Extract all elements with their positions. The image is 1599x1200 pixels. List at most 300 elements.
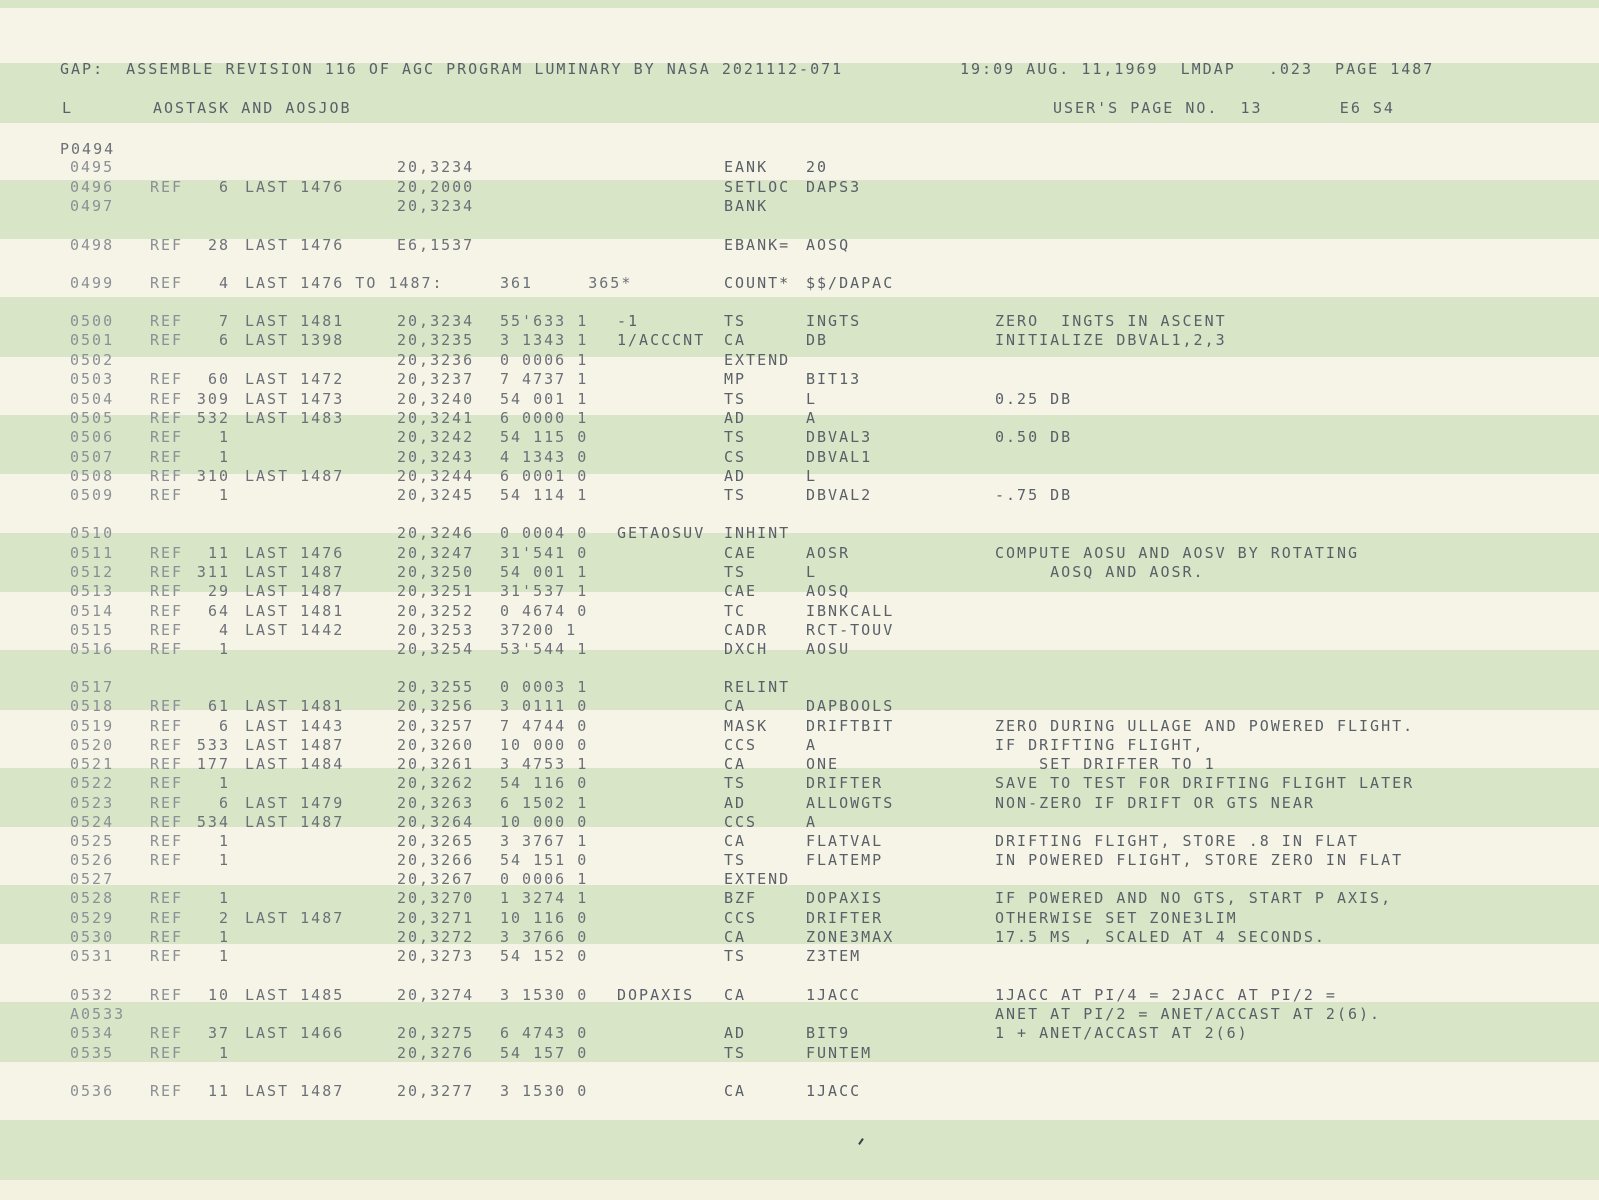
operand: $$/DAPAC xyxy=(806,274,895,292)
ref-count: 29 xyxy=(207,582,230,600)
operand: 20 xyxy=(806,158,829,176)
octal-code: 54 115 0 xyxy=(500,428,589,446)
line-number: 0524 xyxy=(70,813,115,831)
operand: L xyxy=(806,563,818,581)
line-number: 0514 xyxy=(70,602,115,620)
address: 20,3245 xyxy=(397,486,475,504)
comment: ANET AT PI/2 = ANET/ACCAST AT 2(6). xyxy=(995,1005,1382,1023)
ref-count: 11 xyxy=(207,1082,230,1100)
line-number: 0534 xyxy=(70,1024,115,1042)
operand: DRIFTER xyxy=(806,774,884,792)
paper-top-band xyxy=(0,0,1599,8)
operand: IBNKCALL xyxy=(806,602,895,620)
ref-count: 533 xyxy=(196,736,230,754)
address: 20,3275 xyxy=(397,1024,475,1042)
octal-code: 3 4753 1 xyxy=(500,755,589,773)
line-number: 0508 xyxy=(70,467,115,485)
comment: 1JACC AT PI/4 = 2JACC AT PI/2 = xyxy=(995,986,1337,1004)
address: 20,3263 xyxy=(397,794,475,812)
ref-count: 1 xyxy=(218,832,230,850)
ref-tag: REF xyxy=(150,909,184,927)
opcode: TS xyxy=(724,563,747,581)
ref-tag: REF xyxy=(150,274,184,292)
opcode: TS xyxy=(724,1044,747,1062)
opcode: TS xyxy=(724,428,747,446)
operand: 1JACC xyxy=(806,986,862,1004)
ref-tag: REF xyxy=(150,390,184,408)
line-number: 0513 xyxy=(70,582,115,600)
address: 20,3256 xyxy=(397,697,475,715)
line-number: 0531 xyxy=(70,947,115,965)
comment: NON-ZERO IF DRIFT OR GTS NEAR xyxy=(995,794,1315,812)
ref-count: 1 xyxy=(218,947,230,965)
comment: INITIALIZE DBVAL1,2,3 xyxy=(995,331,1227,349)
line-number: 0503 xyxy=(70,370,115,388)
last-ref: LAST 1476 xyxy=(245,544,345,562)
ref-tag: REF xyxy=(150,928,184,946)
operand: A xyxy=(806,736,818,754)
page-label: P0494 xyxy=(60,140,116,158)
ref-count: 61 xyxy=(207,697,230,715)
line-number: 0515 xyxy=(70,621,115,639)
operand: A xyxy=(806,813,818,831)
address: 20,3236 xyxy=(397,351,475,369)
last-ref: LAST 1473 xyxy=(245,390,345,408)
ref-tag: REF xyxy=(150,851,184,869)
ref-tag: REF xyxy=(150,370,184,388)
operand: AOSU xyxy=(806,640,851,658)
opcode: CA xyxy=(724,755,747,773)
last-ref: LAST 1483 xyxy=(245,409,345,427)
operand: BIT9 xyxy=(806,1024,851,1042)
address: 20,3234 xyxy=(397,158,475,176)
ref-count: 2 xyxy=(218,909,230,927)
line-number: 0526 xyxy=(70,851,115,869)
opcode: CAE xyxy=(724,582,758,600)
ref-tag: REF xyxy=(150,813,184,831)
octal-code: 31'541 0 xyxy=(500,544,589,562)
opcode: AD xyxy=(724,1024,747,1042)
octal-code: 54 157 0 xyxy=(500,1044,589,1062)
operand: INGTS xyxy=(806,312,862,330)
last-ref: LAST 1481 xyxy=(245,697,345,715)
octal-code: 54 001 1 xyxy=(500,563,589,581)
ref-count: 64 xyxy=(207,602,230,620)
ref-tag: REF xyxy=(150,1024,184,1042)
address: 20,3253 xyxy=(397,621,475,639)
octal-code: 3 3767 1 xyxy=(500,832,589,850)
address: 20,3252 xyxy=(397,602,475,620)
ref-count: 311 xyxy=(196,563,230,581)
octal-code: 10 000 0 xyxy=(500,813,589,831)
operand: DB xyxy=(806,331,829,349)
opcode: CA xyxy=(724,832,747,850)
line-number: 0499 xyxy=(70,274,115,292)
ref-tag: REF xyxy=(150,312,184,330)
line-number: 0504 xyxy=(70,390,115,408)
ref-tag: REF xyxy=(150,794,184,812)
last-ref: LAST 1487 xyxy=(245,1082,345,1100)
octal-code: 1 3274 1 xyxy=(500,889,589,907)
ref-tag: REF xyxy=(150,755,184,773)
octal-code: 37200 1 xyxy=(500,621,578,639)
operand: DBVAL2 xyxy=(806,486,873,504)
address: 20,3257 xyxy=(397,717,475,735)
octal-code: 7 4744 0 xyxy=(500,717,589,735)
address: 20,3266 xyxy=(397,851,475,869)
opcode: MP xyxy=(724,370,747,388)
ref-count: 4 xyxy=(218,621,230,639)
address: 20,3270 xyxy=(397,889,475,907)
octal-code: 53'544 1 xyxy=(500,640,589,658)
line-number: 0496 xyxy=(70,178,115,196)
ref-tag: REF xyxy=(150,889,184,907)
opcode: AD xyxy=(724,409,747,427)
comment: COMPUTE AOSU AND AOSV BY ROTATING xyxy=(995,544,1360,562)
opcode: TC xyxy=(724,602,747,620)
ref-tag: REF xyxy=(150,467,184,485)
operand: DBVAL3 xyxy=(806,428,873,446)
address: 20,3241 xyxy=(397,409,475,427)
operand: FLATVAL xyxy=(806,832,884,850)
opcode: CAE xyxy=(724,544,758,562)
line-number: 0532 xyxy=(70,986,115,1004)
address: 20,3250 xyxy=(397,563,475,581)
ref-count: 1 xyxy=(218,448,230,466)
operand: AOSQ xyxy=(806,236,851,254)
ref-tag: REF xyxy=(150,1082,184,1100)
address: 20,3243 xyxy=(397,448,475,466)
operand: 1JACC xyxy=(806,1082,862,1100)
ref-count: 310 xyxy=(196,467,230,485)
line-number: 0520 xyxy=(70,736,115,754)
address: 20,3260 xyxy=(397,736,475,754)
octal-code: 31'537 1 xyxy=(500,582,589,600)
octal-code: 0 4674 0 xyxy=(500,602,589,620)
ref-tag: REF xyxy=(150,178,184,196)
opcode: CCS xyxy=(724,813,758,831)
paper-bottom-edge xyxy=(0,1180,1599,1200)
address: 20,3240 xyxy=(397,390,475,408)
line-number: 0507 xyxy=(70,448,115,466)
ref-count: 10 xyxy=(207,986,230,1004)
opcode: MASK xyxy=(724,717,769,735)
address: 20,3271 xyxy=(397,909,475,927)
ref-tag: REF xyxy=(150,236,184,254)
opcode: CCS xyxy=(724,736,758,754)
operand: RCT-TOUV xyxy=(806,621,895,639)
ref-count: 1 xyxy=(218,428,230,446)
line-number: 0500 xyxy=(70,312,115,330)
address: 20,3234 xyxy=(397,197,475,215)
opcode: TS xyxy=(724,774,747,792)
octal-code: 54 114 1 xyxy=(500,486,589,504)
operand: L xyxy=(806,390,818,408)
address: 20,3267 xyxy=(397,870,475,888)
opcode: CS xyxy=(724,448,747,466)
octal-code: 7 4737 1 xyxy=(500,370,589,388)
comment: -.75 DB xyxy=(995,486,1073,504)
octal-code: 54 151 0 xyxy=(500,851,589,869)
last-ref: LAST 1485 xyxy=(245,986,345,1004)
opcode: CA xyxy=(724,928,747,946)
address: 20,3247 xyxy=(397,544,475,562)
opcode: RELINT xyxy=(724,678,791,696)
opcode: TS xyxy=(724,390,747,408)
green-bar xyxy=(0,415,1599,474)
ref-tag: REF xyxy=(150,544,184,562)
section-title: AOSTASK AND AOSJOB xyxy=(153,99,352,117)
line-number: 0523 xyxy=(70,794,115,812)
ref-count: 6 xyxy=(218,331,230,349)
ref-tag: REF xyxy=(150,832,184,850)
ref-tag: REF xyxy=(150,428,184,446)
comment: 1 + ANET/ACCAST AT 2(6) xyxy=(995,1024,1249,1042)
ref-count: 532 xyxy=(196,409,230,427)
user-page-number: USER'S PAGE NO. 13 E6 S4 xyxy=(1053,99,1395,117)
operand: ALLOWGTS xyxy=(806,794,895,812)
last-ref: LAST 1443 xyxy=(245,717,345,735)
ref-count: 7 xyxy=(218,312,230,330)
ref-tag: REF xyxy=(150,1044,184,1062)
octal-code: 6 0000 1 xyxy=(500,409,589,427)
line-number: 0521 xyxy=(70,755,115,773)
comment: ZERO DURING ULLAGE AND POWERED FLIGHT. xyxy=(995,717,1415,735)
address: 20,3277 xyxy=(397,1082,475,1100)
line-number: 0525 xyxy=(70,832,115,850)
line-number: 0528 xyxy=(70,889,115,907)
operand: AOSQ xyxy=(806,582,851,600)
line-number: 0495 xyxy=(70,158,115,176)
octal-code: 6 4743 0 xyxy=(500,1024,589,1042)
ref-count: 534 xyxy=(196,813,230,831)
ref-tag: REF xyxy=(150,621,184,639)
green-bar xyxy=(0,533,1599,592)
ref-tag: REF xyxy=(150,774,184,792)
line-number: 0517 xyxy=(70,678,115,696)
line-number: 0516 xyxy=(70,640,115,658)
octal-code: 361 365* xyxy=(500,274,633,292)
operand: DRIFTER xyxy=(806,909,884,927)
ref-count: 1 xyxy=(218,1044,230,1062)
ref-count: 28 xyxy=(207,236,230,254)
opcode: EANK xyxy=(724,158,769,176)
address: 20,3237 xyxy=(397,370,475,388)
ref-count: 6 xyxy=(218,794,230,812)
operand: FUNTEM xyxy=(806,1044,873,1062)
ref-tag: REF xyxy=(150,602,184,620)
line-number: 0501 xyxy=(70,331,115,349)
last-ref: LAST 1476 xyxy=(245,236,345,254)
comment: 0.25 DB xyxy=(995,390,1073,408)
ref-tag: REF xyxy=(150,448,184,466)
octal-code: 54 001 1 xyxy=(500,390,589,408)
comment: SET DRIFTER TO 1 xyxy=(995,755,1216,773)
comment: IF DRIFTING FLIGHT, xyxy=(995,736,1205,754)
comment: AOSQ AND AOSR. xyxy=(995,563,1205,581)
ref-tag: REF xyxy=(150,986,184,1004)
last-ref: LAST 1476 TO 1487: xyxy=(245,274,444,292)
ref-count: 37 xyxy=(207,1024,230,1042)
operand: L xyxy=(806,467,818,485)
last-ref: LAST 1487 xyxy=(245,813,345,831)
ref-count: 1 xyxy=(218,851,230,869)
operand: DAPBOOLS xyxy=(806,697,895,715)
address: 20,2000 xyxy=(397,178,475,196)
header-date-page: 19:09 AUG. 11,1969 LMDAP .023 PAGE 1487 xyxy=(960,60,1435,78)
opcode: CADR xyxy=(724,621,769,639)
operand: Z3TEM xyxy=(806,947,862,965)
line-number: 0527 xyxy=(70,870,115,888)
opcode: AD xyxy=(724,467,747,485)
octal-code: 3 1530 0 xyxy=(500,1082,589,1100)
octal-code: 55'633 1 xyxy=(500,312,589,330)
ref-tag: REF xyxy=(150,486,184,504)
ref-count: 309 xyxy=(196,390,230,408)
opcode: AD xyxy=(724,794,747,812)
green-bar xyxy=(0,297,1599,357)
last-ref: LAST 1398 xyxy=(245,331,345,349)
address: 20,3254 xyxy=(397,640,475,658)
address: E6,1537 xyxy=(397,236,475,254)
symbol-label: GETAOSUV xyxy=(617,524,706,542)
octal-code: 6 1502 1 xyxy=(500,794,589,812)
line-number: 0505 xyxy=(70,409,115,427)
octal-code: 54 116 0 xyxy=(500,774,589,792)
line-number: 0509 xyxy=(70,486,115,504)
line-number: 0506 xyxy=(70,428,115,446)
ref-count: 177 xyxy=(196,755,230,773)
comment: IF POWERED AND NO GTS, START P AXIS, xyxy=(995,889,1393,907)
header-assembly-line: GAP: ASSEMBLE REVISION 116 OF AGC PROGRAM LUMINARY BY NASA 2021112-071 xyxy=(60,60,844,78)
line-number: 0535 xyxy=(70,1044,115,1062)
last-ref: LAST 1472 xyxy=(245,370,345,388)
comment: IN POWERED FLIGHT, STORE ZERO IN FLAT xyxy=(995,851,1404,869)
operand: BIT13 xyxy=(806,370,862,388)
address: 20,3234 xyxy=(397,312,475,330)
last-ref: LAST 1484 xyxy=(245,755,345,773)
last-ref: LAST 1487 xyxy=(245,467,345,485)
address: 20,3264 xyxy=(397,813,475,831)
ref-count: 6 xyxy=(218,178,230,196)
address: 20,3242 xyxy=(397,428,475,446)
opcode: SETLOC xyxy=(724,178,791,196)
opcode: INHINT xyxy=(724,524,791,542)
opcode: TS xyxy=(724,851,747,869)
address: 20,3246 xyxy=(397,524,475,542)
operand: DAPS3 xyxy=(806,178,862,196)
symbol-label: DOPAXIS xyxy=(617,986,695,1004)
line-number: 0529 xyxy=(70,909,115,927)
ref-count: 1 xyxy=(218,640,230,658)
line-number: 0519 xyxy=(70,717,115,735)
line-number: A0533 xyxy=(70,1005,126,1023)
ref-count: 4 xyxy=(218,274,230,292)
opcode: BZF xyxy=(724,889,758,907)
address: 20,3235 xyxy=(397,331,475,349)
last-ref: LAST 1479 xyxy=(245,794,345,812)
opcode: COUNT* xyxy=(724,274,791,292)
address: 20,3274 xyxy=(397,986,475,1004)
octal-code: 10 116 0 xyxy=(500,909,589,927)
ref-count: 6 xyxy=(218,717,230,735)
last-ref: LAST 1487 xyxy=(245,582,345,600)
comment: OTHERWISE SET ZONE3LIM xyxy=(995,909,1238,927)
operand: DRIFTBIT xyxy=(806,717,895,735)
opcode: BANK xyxy=(724,197,769,215)
octal-code: 3 3766 0 xyxy=(500,928,589,946)
last-ref: LAST 1442 xyxy=(245,621,345,639)
ref-tag: REF xyxy=(150,947,184,965)
line-number: 0518 xyxy=(70,697,115,715)
opcode: CA xyxy=(724,697,747,715)
comment: DRIFTING FLIGHT, STORE .8 IN FLAT xyxy=(995,832,1360,850)
octal-code: 0 0004 0 xyxy=(500,524,589,542)
ref-tag: REF xyxy=(150,736,184,754)
address: 20,3251 xyxy=(397,582,475,600)
ref-tag: REF xyxy=(150,717,184,735)
ref-count: 1 xyxy=(218,889,230,907)
line-number: 0530 xyxy=(70,928,115,946)
address: 20,3261 xyxy=(397,755,475,773)
octal-code: 3 1343 1 xyxy=(500,331,589,349)
operand: AOSR xyxy=(806,544,851,562)
line-number: 0512 xyxy=(70,563,115,581)
address: 20,3244 xyxy=(397,467,475,485)
line-number: 0502 xyxy=(70,351,115,369)
octal-code: 54 152 0 xyxy=(500,947,589,965)
ref-tag: REF xyxy=(150,409,184,427)
symbol-label: -1 xyxy=(617,312,640,330)
address: 20,3273 xyxy=(397,947,475,965)
ref-tag: REF xyxy=(150,582,184,600)
operand: ZONE3MAX xyxy=(806,928,895,946)
comment: 17.5 MS , SCALED AT 4 SECONDS. xyxy=(995,928,1326,946)
address: 20,3255 xyxy=(397,678,475,696)
line-number: 0522 xyxy=(70,774,115,792)
opcode: EXTEND xyxy=(724,351,791,369)
green-bar xyxy=(0,650,1599,710)
octal-code: 3 1530 0 xyxy=(500,986,589,1004)
opcode: DXCH xyxy=(724,640,769,658)
opcode: CA xyxy=(724,1082,747,1100)
last-ref: LAST 1466 xyxy=(245,1024,345,1042)
line-number: 0511 xyxy=(70,544,115,562)
ref-count: 1 xyxy=(218,928,230,946)
address: 20,3265 xyxy=(397,832,475,850)
ref-count: 1 xyxy=(218,486,230,504)
ref-count: 11 xyxy=(207,544,230,562)
opcode: CCS xyxy=(724,909,758,927)
ref-count: 60 xyxy=(207,370,230,388)
opcode: CA xyxy=(724,986,747,1004)
last-ref: LAST 1487 xyxy=(245,909,345,927)
ref-tag: REF xyxy=(150,331,184,349)
operand: ONE xyxy=(806,755,840,773)
opcode: TS xyxy=(724,312,747,330)
last-ref: LAST 1481 xyxy=(245,602,345,620)
symbol-label: 1/ACCCNT xyxy=(617,331,706,349)
octal-code: 4 1343 0 xyxy=(500,448,589,466)
ref-count: 1 xyxy=(218,774,230,792)
octal-code: 0 0003 1 xyxy=(500,678,589,696)
green-bar xyxy=(0,180,1599,239)
ref-tag: REF xyxy=(150,563,184,581)
comment: ZERO INGTS IN ASCENT xyxy=(995,312,1227,330)
line-number: 0497 xyxy=(70,197,115,215)
last-ref: LAST 1487 xyxy=(245,563,345,581)
opcode: EXTEND xyxy=(724,870,791,888)
